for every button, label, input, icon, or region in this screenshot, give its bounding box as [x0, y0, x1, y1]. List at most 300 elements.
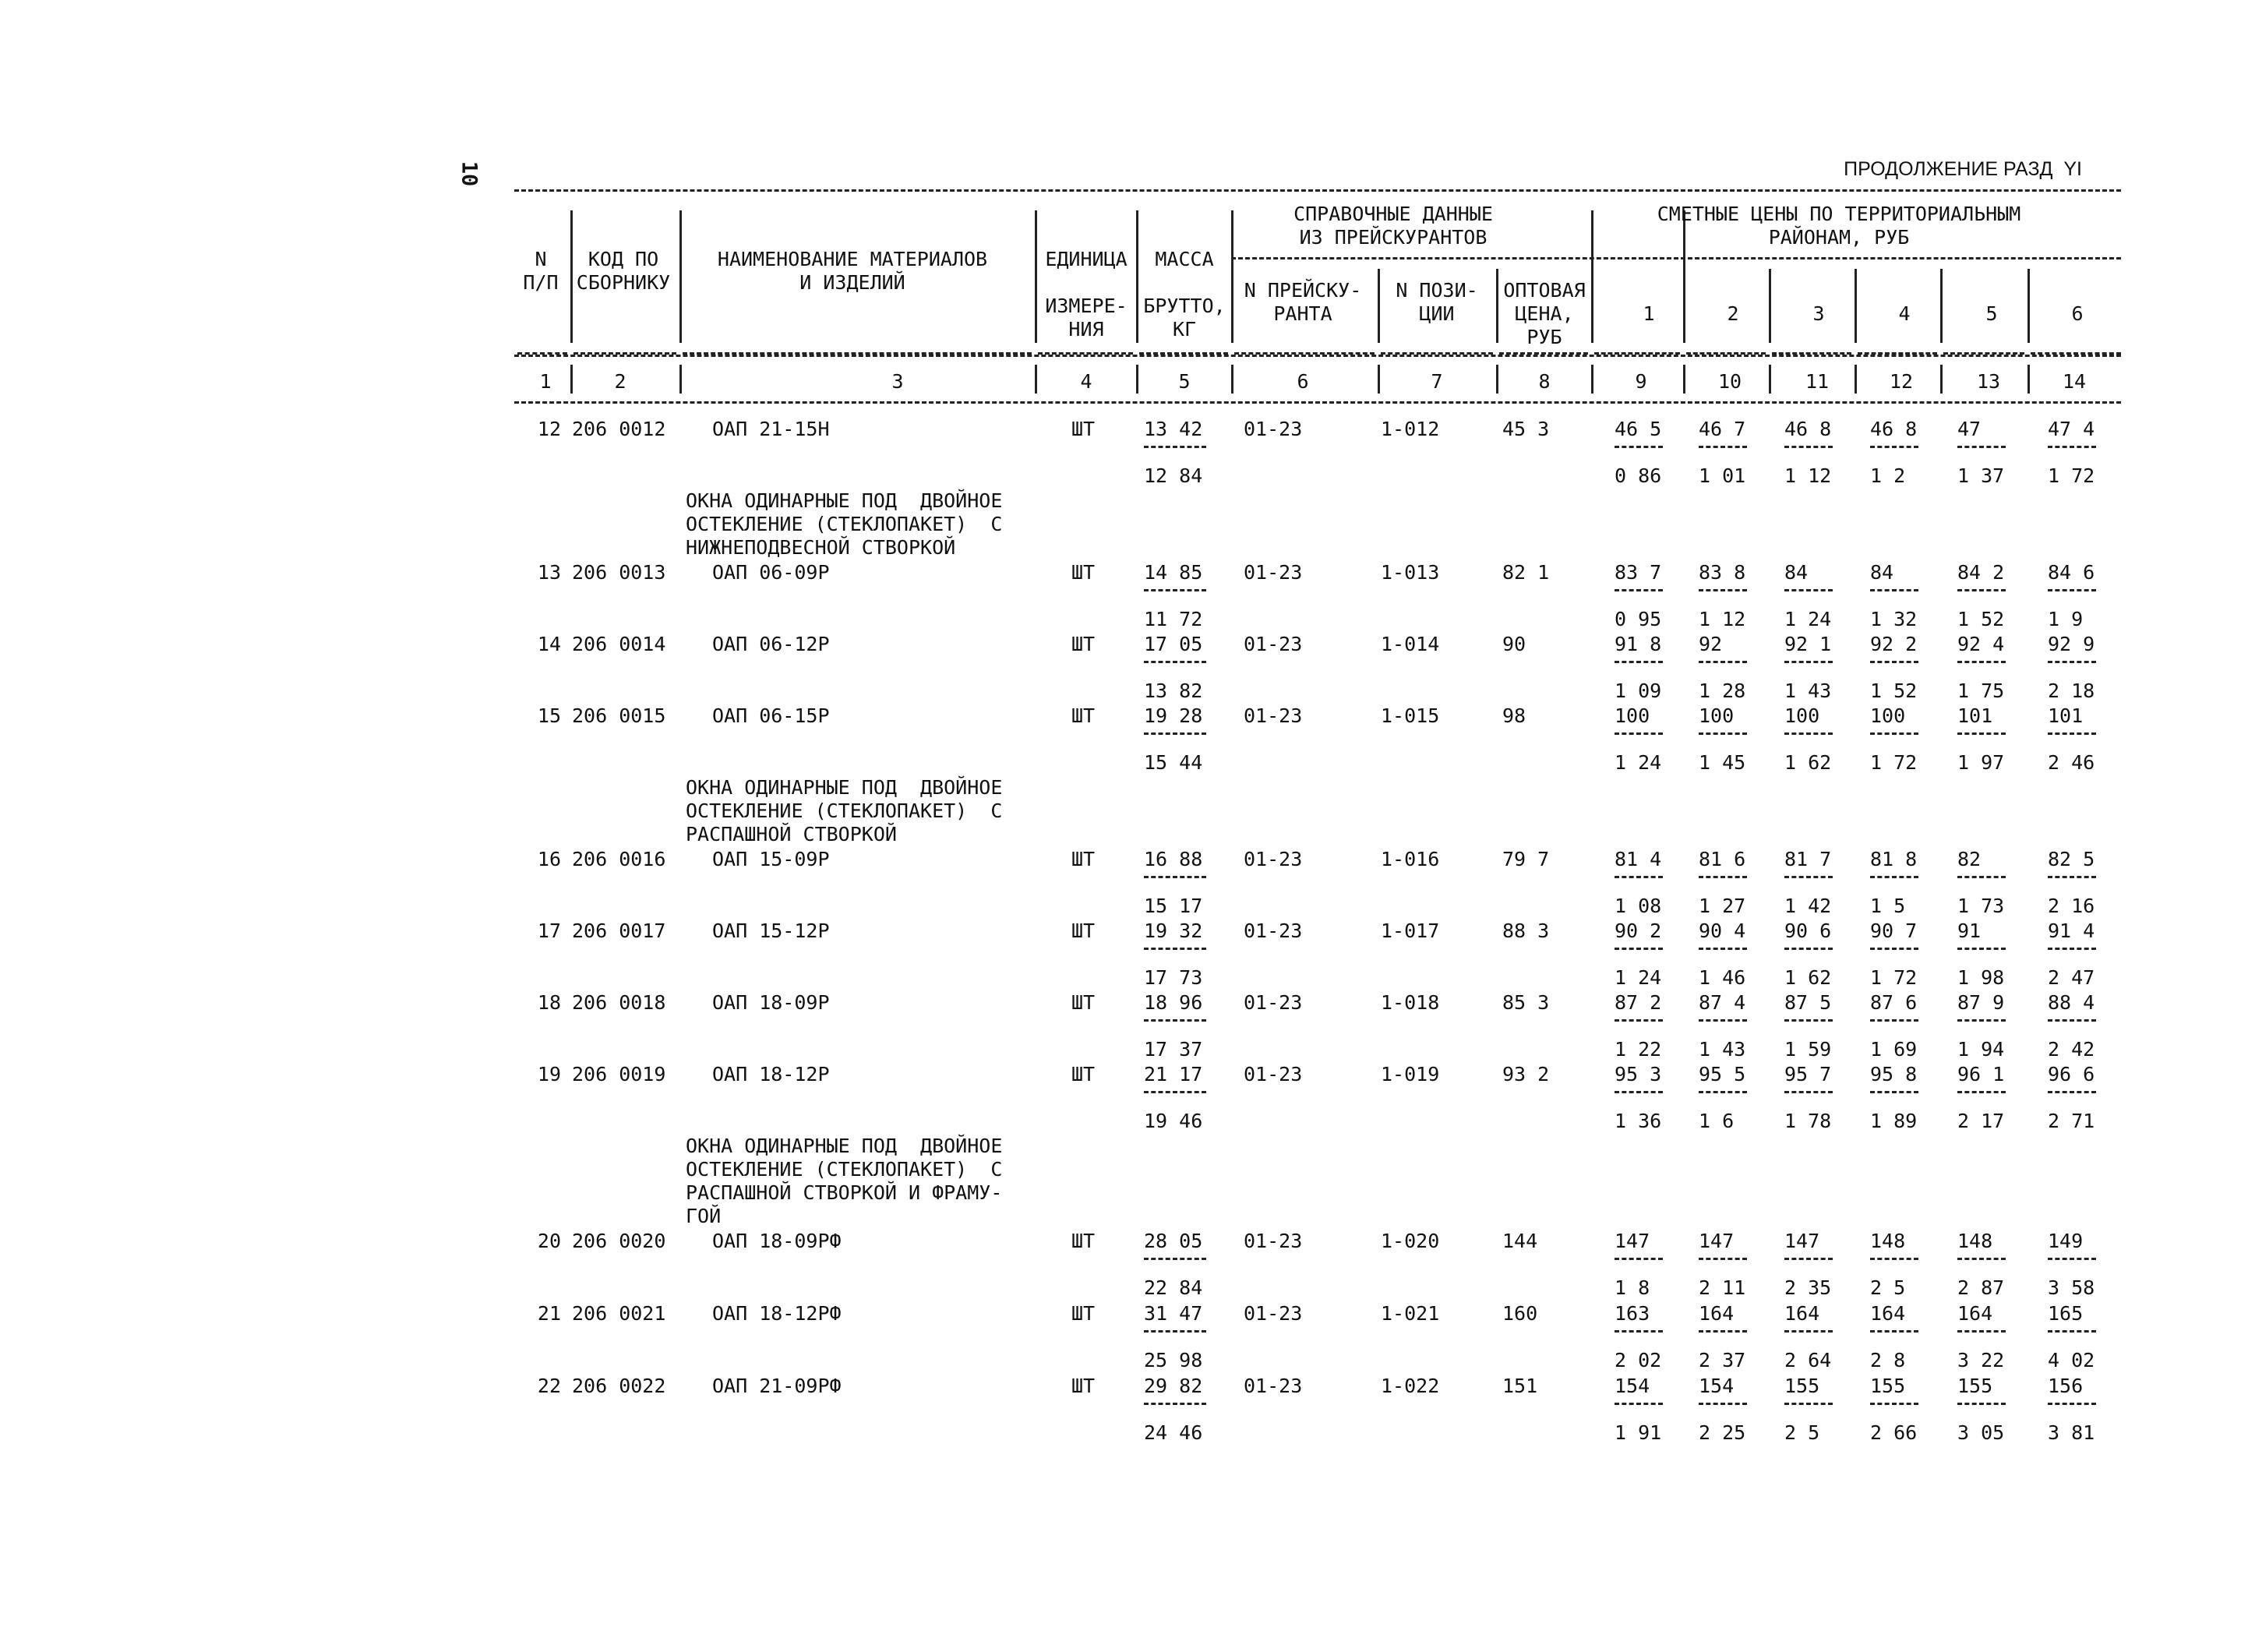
price-divider: [1957, 446, 2006, 448]
row-wholesale: 79 7: [1502, 848, 1550, 870]
row-mass-gross: 14 85: [1144, 561, 1203, 584]
row-region-price-bottom: 1 2: [1870, 464, 1906, 487]
price-divider: [1784, 446, 1833, 448]
mass-divider: [1144, 661, 1206, 663]
price-divider: [2048, 1258, 2096, 1260]
row-name: ОАП 15-09Р: [712, 848, 830, 870]
section-title: НИЖНЕПОДВЕСНОЙ СТВОРКОЙ: [686, 536, 956, 559]
row-mass-net: 22 84: [1144, 1276, 1203, 1299]
row-pricelist: 01-23: [1244, 561, 1303, 584]
column-number: 1: [539, 370, 552, 393]
header-pricelist-2: РАНТА: [1273, 302, 1332, 325]
row-unit: ШТ: [1071, 633, 1096, 655]
row-wholesale: 160: [1502, 1302, 1538, 1325]
price-divider: [1615, 446, 1663, 448]
column-number: 7: [1431, 370, 1443, 393]
column-number: 5: [1178, 370, 1191, 393]
row-name: ОАП 18-09Р: [712, 991, 830, 1014]
column-number: 6: [1297, 370, 1309, 393]
row-region-price: 91: [1957, 920, 1982, 942]
groups-divider-rule: [1231, 257, 2121, 259]
row-wholesale: 151: [1502, 1375, 1538, 1397]
row-unit: ШТ: [1071, 418, 1096, 440]
header-cell-underline: [1038, 352, 1133, 355]
row-code: 206 0014: [572, 633, 666, 655]
row-region-price: 164: [1957, 1302, 1993, 1325]
price-divider: [1615, 1019, 1663, 1022]
row-number: 15: [537, 704, 561, 727]
row-region-price: 91 8: [1615, 633, 1662, 655]
price-divider: [1957, 876, 2006, 878]
row-pricelist: 01-23: [1244, 1302, 1303, 1325]
price-divider: [1699, 732, 1747, 735]
row-name: ОАП 15-12Р: [712, 920, 830, 942]
row-region-price: 90 6: [1784, 920, 1832, 942]
header-cell-underline: [1686, 352, 1766, 355]
row-region-price: 95 5: [1699, 1063, 1746, 1085]
price-divider: [1870, 1258, 1918, 1260]
header-wholesale-2: ЦЕНА,: [1515, 302, 1574, 325]
price-divider: [1615, 948, 1663, 950]
price-divider: [1784, 1091, 1833, 1093]
row-unit: ШТ: [1071, 704, 1096, 727]
row-region-price-bottom: 1 62: [1784, 751, 1832, 774]
price-divider: [1784, 732, 1833, 735]
row-name: ОАП 18-09РФ: [712, 1230, 842, 1252]
row-region-price: 46 8: [1870, 418, 1918, 440]
price-divider: [1957, 1091, 2006, 1093]
row-region-price: 92: [1699, 633, 1723, 655]
table-colnum-rule: [514, 401, 2121, 404]
price-divider: [1870, 1330, 1918, 1333]
price-divider: [1615, 732, 1663, 735]
row-region-price: 84: [1870, 561, 1894, 584]
row-region-price: 47: [1957, 418, 1982, 440]
price-divider: [1615, 876, 1663, 878]
price-divider: [1699, 446, 1747, 448]
row-region-price-bottom: 1 32: [1870, 608, 1918, 630]
row-region-price: 87 9: [1957, 991, 2005, 1014]
table-top-rule: [514, 189, 2121, 192]
row-unit: ШТ: [1071, 1302, 1096, 1325]
row-region-price-bottom: 1 22: [1615, 1038, 1662, 1061]
row-wholesale: 82 1: [1502, 561, 1550, 584]
header-region-4: 4: [1898, 302, 1911, 325]
row-region-price: 88 4: [2048, 991, 2095, 1014]
price-divider: [1957, 732, 2006, 735]
header-col-separator: [679, 210, 682, 343]
price-divider: [1957, 948, 2006, 950]
price-divider: [2048, 1330, 2096, 1333]
price-divider: [1699, 948, 1747, 950]
row-region-price-bottom: 1 9: [2048, 608, 2084, 630]
row-region-price-bottom: 2 5: [1784, 1421, 1820, 1444]
colnum-separator: [679, 365, 682, 394]
row-mass-gross: 18 96: [1144, 991, 1203, 1014]
colnum-separator: [1591, 365, 1593, 394]
row-region-price: 147: [1784, 1230, 1820, 1252]
price-divider: [1870, 948, 1918, 950]
price-divider: [1784, 1019, 1833, 1022]
column-number: 8: [1538, 370, 1551, 393]
row-region-price: 84 2: [1957, 561, 2005, 584]
mass-divider: [1144, 446, 1206, 448]
header-pricelist: N ПРЕЙСКУ-: [1244, 279, 1362, 302]
row-unit: ШТ: [1071, 1063, 1096, 1085]
row-number: 17: [537, 920, 561, 942]
price-divider: [1870, 589, 1918, 591]
price-divider: [1870, 1019, 1918, 1022]
row-mass-net: 11 72: [1144, 608, 1203, 630]
price-divider: [2048, 876, 2096, 878]
row-region-price-bottom: 1 62: [1784, 966, 1832, 989]
row-mass-net: 24 46: [1144, 1421, 1203, 1444]
row-position: 1-013: [1381, 561, 1440, 584]
row-region-price-bottom: 1 27: [1699, 895, 1746, 917]
row-region-price: 100: [1699, 704, 1735, 727]
row-mass-gross: 31 47: [1144, 1302, 1203, 1325]
row-region-price: 164: [1784, 1302, 1820, 1325]
price-divider: [1784, 1403, 1833, 1405]
row-region-price-bottom: 1 94: [1957, 1038, 2005, 1061]
header-regions-group-2: РАЙОНАМ, РУБ: [1768, 226, 1910, 249]
colnum-separator: [570, 365, 573, 394]
price-divider: [1957, 1403, 2006, 1405]
row-region-price-bottom: 2 66: [1870, 1421, 1918, 1444]
page-number: 10: [457, 161, 482, 187]
row-number: 18: [537, 991, 561, 1014]
colnum-separator: [2027, 365, 2030, 394]
row-region-price-bottom: 2 11: [1699, 1276, 1746, 1299]
price-divider: [1699, 1019, 1747, 1022]
row-number: 13: [537, 561, 561, 584]
header-col-separator: [2027, 269, 2030, 343]
header-col-separator: [1591, 210, 1593, 343]
colnum-separator: [1683, 365, 1685, 394]
row-wholesale: 85 3: [1502, 991, 1550, 1014]
row-region-price-bottom: 2 87: [1957, 1276, 2005, 1299]
row-position: 1-012: [1381, 418, 1440, 440]
row-region-price: 81 6: [1699, 848, 1746, 870]
price-divider: [1784, 948, 1833, 950]
row-region-price: 95 3: [1615, 1063, 1662, 1085]
price-divider: [1615, 1258, 1663, 1260]
row-region-price-bottom: 3 05: [1957, 1421, 2005, 1444]
row-region-price-bottom: 1 72: [2048, 464, 2095, 487]
row-position: 1-015: [1381, 704, 1440, 727]
header-region-6: 6: [2071, 302, 2084, 325]
row-position: 1-018: [1381, 991, 1440, 1014]
row-region-price: 96 6: [2048, 1063, 2095, 1085]
price-divider: [1784, 589, 1833, 591]
row-region-price-bottom: 0 86: [1615, 464, 1662, 487]
price-divider: [1615, 1403, 1663, 1405]
row-wholesale: 93 2: [1502, 1063, 1550, 1085]
row-region-price: 90 4: [1699, 920, 1746, 942]
row-region-price: 100: [1784, 704, 1820, 727]
row-region-price-bottom: 1 89: [1870, 1110, 1918, 1132]
row-unit: ШТ: [1071, 1375, 1096, 1397]
row-region-price: 92 1: [1784, 633, 1832, 655]
price-divider: [1870, 1091, 1918, 1093]
row-name: ОАП 18-12Р: [712, 1063, 830, 1085]
row-region-price: 81 7: [1784, 848, 1832, 870]
header-mass-2: БРУТТО,: [1143, 295, 1226, 317]
row-code: 206 0018: [572, 991, 666, 1014]
column-number: 11: [1805, 370, 1830, 393]
row-mass-net: 15 44: [1144, 751, 1203, 774]
row-region-price-bottom: 1 12: [1699, 608, 1746, 630]
row-region-price-bottom: 2 35: [1784, 1276, 1832, 1299]
price-divider: [1699, 876, 1747, 878]
row-region-price-bottom: 1 8: [1615, 1276, 1650, 1299]
row-mass-gross: 29 82: [1144, 1375, 1203, 1397]
header-unit-3: НИЯ: [1068, 318, 1104, 341]
row-unit: ШТ: [1071, 848, 1096, 870]
row-region-price: 82 5: [2048, 848, 2095, 870]
row-mass-net: 12 84: [1144, 464, 1203, 487]
row-unit: ШТ: [1071, 561, 1096, 584]
row-region-price: 83 7: [1615, 561, 1662, 584]
row-region-price-bottom: 1 12: [1784, 464, 1832, 487]
row-region-price-bottom: 2 17: [1957, 1110, 2005, 1132]
section-title: ОСТЕКЛЕНИЕ (СТЕКЛОПАКЕТ) С: [686, 513, 1003, 535]
header-region-1: 1: [1643, 302, 1655, 325]
row-region-price-bottom: 2 71: [2048, 1110, 2095, 1132]
row-name: ОАП 21-09РФ: [712, 1375, 842, 1397]
row-region-price-bottom: 4 02: [2048, 1349, 2095, 1371]
row-pricelist: 01-23: [1244, 418, 1303, 440]
header-col-separator: [1940, 269, 1943, 343]
row-region-price: 164: [1699, 1302, 1735, 1325]
price-divider: [1870, 876, 1918, 878]
row-region-price: 164: [1870, 1302, 1906, 1325]
table-header-rule: [514, 355, 2121, 357]
price-divider: [2048, 446, 2096, 448]
row-region-price: 95 7: [1784, 1063, 1832, 1085]
header-col-separator: [1136, 210, 1138, 343]
row-wholesale: 45 3: [1502, 418, 1550, 440]
mass-divider: [1144, 1258, 1206, 1260]
price-divider: [1699, 661, 1747, 663]
row-region-price-bottom: 2 8: [1870, 1349, 1906, 1371]
row-number: 21: [537, 1302, 561, 1325]
row-number: 12: [537, 418, 561, 440]
row-region-price: 148: [1870, 1230, 1906, 1252]
column-number: 9: [1635, 370, 1647, 393]
price-divider: [1615, 1091, 1663, 1093]
row-pricelist: 01-23: [1244, 991, 1303, 1014]
column-number: 13: [1976, 370, 2001, 393]
mass-divider: [1144, 1019, 1206, 1022]
row-region-price-bottom: 1 43: [1699, 1038, 1746, 1061]
row-name: ОАП 06-09Р: [712, 561, 830, 584]
row-mass-gross: 13 42: [1144, 418, 1203, 440]
row-pricelist: 01-23: [1244, 1230, 1303, 1252]
row-code: 206 0012: [572, 418, 666, 440]
row-region-price: 82: [1957, 848, 1982, 870]
row-code: 206 0020: [572, 1230, 666, 1252]
row-wholesale: 90: [1502, 633, 1526, 655]
row-position: 1-021: [1381, 1302, 1440, 1325]
section-title: РАСПАШНОЙ СТВОРКОЙ И ФРАМУ-: [686, 1181, 1003, 1204]
continuation-header: ПРОДОЛЖЕНИЕ РАЗД YI: [1844, 158, 2082, 180]
row-mass-gross: 17 05: [1144, 633, 1203, 655]
row-number: 16: [537, 848, 561, 870]
mass-divider: [1144, 1403, 1206, 1405]
colnum-separator: [1035, 365, 1037, 394]
row-region-price: 149: [2048, 1230, 2084, 1252]
section-title: ОСТЕКЛЕНИЕ (СТЕКЛОПАКЕТ) С: [686, 800, 1003, 822]
header-col-separator: [1769, 269, 1771, 343]
row-region-price-bottom: 1 73: [1957, 895, 2005, 917]
price-divider: [2048, 732, 2096, 735]
price-divider: [2048, 589, 2096, 591]
colnum-separator: [1855, 365, 1857, 394]
row-region-price-bottom: 2 5: [1870, 1276, 1906, 1299]
price-divider: [2048, 1019, 2096, 1022]
row-mass-net: 13 82: [1144, 680, 1203, 702]
header-col-separator: [1683, 210, 1685, 343]
row-region-price-bottom: 1 97: [1957, 751, 2005, 774]
row-region-price-bottom: 2 46: [2048, 751, 2095, 774]
row-number: 20: [537, 1230, 561, 1252]
row-region-price-bottom: 2 47: [2048, 966, 2095, 989]
header-mass-3: КГ: [1172, 318, 1197, 341]
row-region-price-bottom: 2 16: [2048, 895, 2095, 917]
row-region-price-bottom: 1 08: [1615, 895, 1662, 917]
row-region-price-bottom: 3 81: [2048, 1421, 2095, 1444]
price-divider: [1870, 732, 1918, 735]
row-position: 1-014: [1381, 633, 1440, 655]
header-position-2: ЦИИ: [1419, 302, 1455, 325]
column-number: 4: [1080, 370, 1092, 393]
row-name: ОАП 06-15Р: [712, 704, 830, 727]
section-title: ОКНА ОДИНАРНЫЕ ПОД ДВОЙНОЕ: [686, 1135, 1003, 1157]
price-divider: [1784, 1258, 1833, 1260]
row-region-price: 92 4: [1957, 633, 2005, 655]
header-n: N: [535, 248, 547, 270]
price-divider: [2048, 661, 2096, 663]
column-number: 14: [2062, 370, 2087, 393]
row-region-price-bottom: 1 43: [1784, 680, 1832, 702]
price-divider: [1699, 1091, 1747, 1093]
header-name-2: И ИЗДЕЛИЙ: [799, 271, 905, 294]
section-title: ГОЙ: [686, 1205, 722, 1227]
row-region-price: 101: [2048, 704, 2084, 727]
mass-divider: [1144, 876, 1206, 878]
row-region-price-bottom: 1 45: [1699, 751, 1746, 774]
header-cell-underline: [1772, 352, 1851, 355]
row-region-price: 81 4: [1615, 848, 1662, 870]
row-region-price: 87 6: [1870, 991, 1918, 1014]
column-number: 2: [614, 370, 626, 393]
header-ref-group-2: ИЗ ПРЕЙСКУРАНТОВ: [1299, 226, 1488, 249]
header-position: N ПОЗИ-: [1396, 279, 1478, 302]
row-region-price-bottom: 1 28: [1699, 680, 1746, 702]
row-region-price-bottom: 1 69: [1870, 1038, 1918, 1061]
header-col-separator: [1035, 210, 1037, 343]
row-region-price: 155: [1957, 1375, 1993, 1397]
row-code: 206 0022: [572, 1375, 666, 1397]
mass-divider: [1144, 732, 1206, 735]
row-mass-net: 17 37: [1144, 1038, 1203, 1061]
row-number: 14: [537, 633, 561, 655]
row-region-price: 148: [1957, 1230, 1993, 1252]
mass-divider: [1144, 589, 1206, 591]
colnum-separator: [1940, 365, 1943, 394]
row-region-price-bottom: 1 24: [1615, 966, 1662, 989]
price-divider: [1870, 1403, 1918, 1405]
row-region-price: 91 4: [2048, 920, 2095, 942]
row-region-price-bottom: 1 01: [1699, 464, 1746, 487]
header-cell-underline: [1139, 352, 1228, 355]
row-region-price-bottom: 1 78: [1784, 1110, 1832, 1132]
row-region-price: 87 2: [1615, 991, 1662, 1014]
row-code: 206 0013: [572, 561, 666, 584]
row-region-price-bottom: 2 02: [1615, 1349, 1662, 1371]
header-col-separator: [1496, 269, 1498, 343]
colnum-separator: [1136, 365, 1138, 394]
row-wholesale: 144: [1502, 1230, 1538, 1252]
header-n-pp: П/П: [523, 271, 559, 294]
price-divider: [1870, 446, 1918, 448]
row-region-price: 81 8: [1870, 848, 1918, 870]
header-cell-underline: [1594, 352, 1680, 355]
header-cell-underline: [683, 352, 1032, 355]
row-wholesale: 88 3: [1502, 920, 1550, 942]
section-title: ОКНА ОДИНАРНЫЕ ПОД ДВОЙНОЕ: [686, 776, 1003, 799]
header-cell-underline: [1499, 352, 1588, 355]
row-pricelist: 01-23: [1244, 1375, 1303, 1397]
row-region-price-bottom: 1 46: [1699, 966, 1746, 989]
price-divider: [2048, 1403, 2096, 1405]
row-region-price: 100: [1615, 704, 1650, 727]
price-divider: [1615, 661, 1663, 663]
header-region-3: 3: [1812, 302, 1825, 325]
row-position: 1-022: [1381, 1375, 1440, 1397]
row-region-price: 100: [1870, 704, 1906, 727]
row-region-price: 155: [1784, 1375, 1820, 1397]
row-region-price-bottom: 2 25: [1699, 1421, 1746, 1444]
header-wholesale: ОПТОВАЯ: [1503, 279, 1586, 302]
row-pricelist: 01-23: [1244, 704, 1303, 727]
header-cell-underline: [1858, 352, 1937, 355]
row-mass-net: 25 98: [1144, 1349, 1203, 1371]
row-region-price-bottom: 1 98: [1957, 966, 2005, 989]
colnum-separator: [1769, 365, 1771, 394]
header-unit: ЕДИНИЦА: [1045, 248, 1128, 270]
row-region-price-bottom: 0 95: [1615, 608, 1662, 630]
row-unit: ШТ: [1071, 920, 1096, 942]
row-region-price: 46 5: [1615, 418, 1662, 440]
price-divider: [1784, 1330, 1833, 1333]
header-col-separator: [1231, 210, 1233, 343]
price-divider: [1784, 661, 1833, 663]
row-region-price-bottom: 1 24: [1615, 751, 1662, 774]
colnum-separator: [1496, 365, 1498, 394]
row-region-price: 154: [1699, 1375, 1735, 1397]
row-pricelist: 01-23: [1244, 848, 1303, 870]
row-region-price: 147: [1615, 1230, 1650, 1252]
row-mass-gross: 21 17: [1144, 1063, 1203, 1085]
row-position: 1-016: [1381, 848, 1440, 870]
row-region-price: 156: [2048, 1375, 2084, 1397]
row-region-price: 92 9: [2048, 633, 2095, 655]
row-region-price-bottom: 1 37: [1957, 464, 2005, 487]
price-divider: [1615, 589, 1663, 591]
row-wholesale: 98: [1502, 704, 1526, 727]
